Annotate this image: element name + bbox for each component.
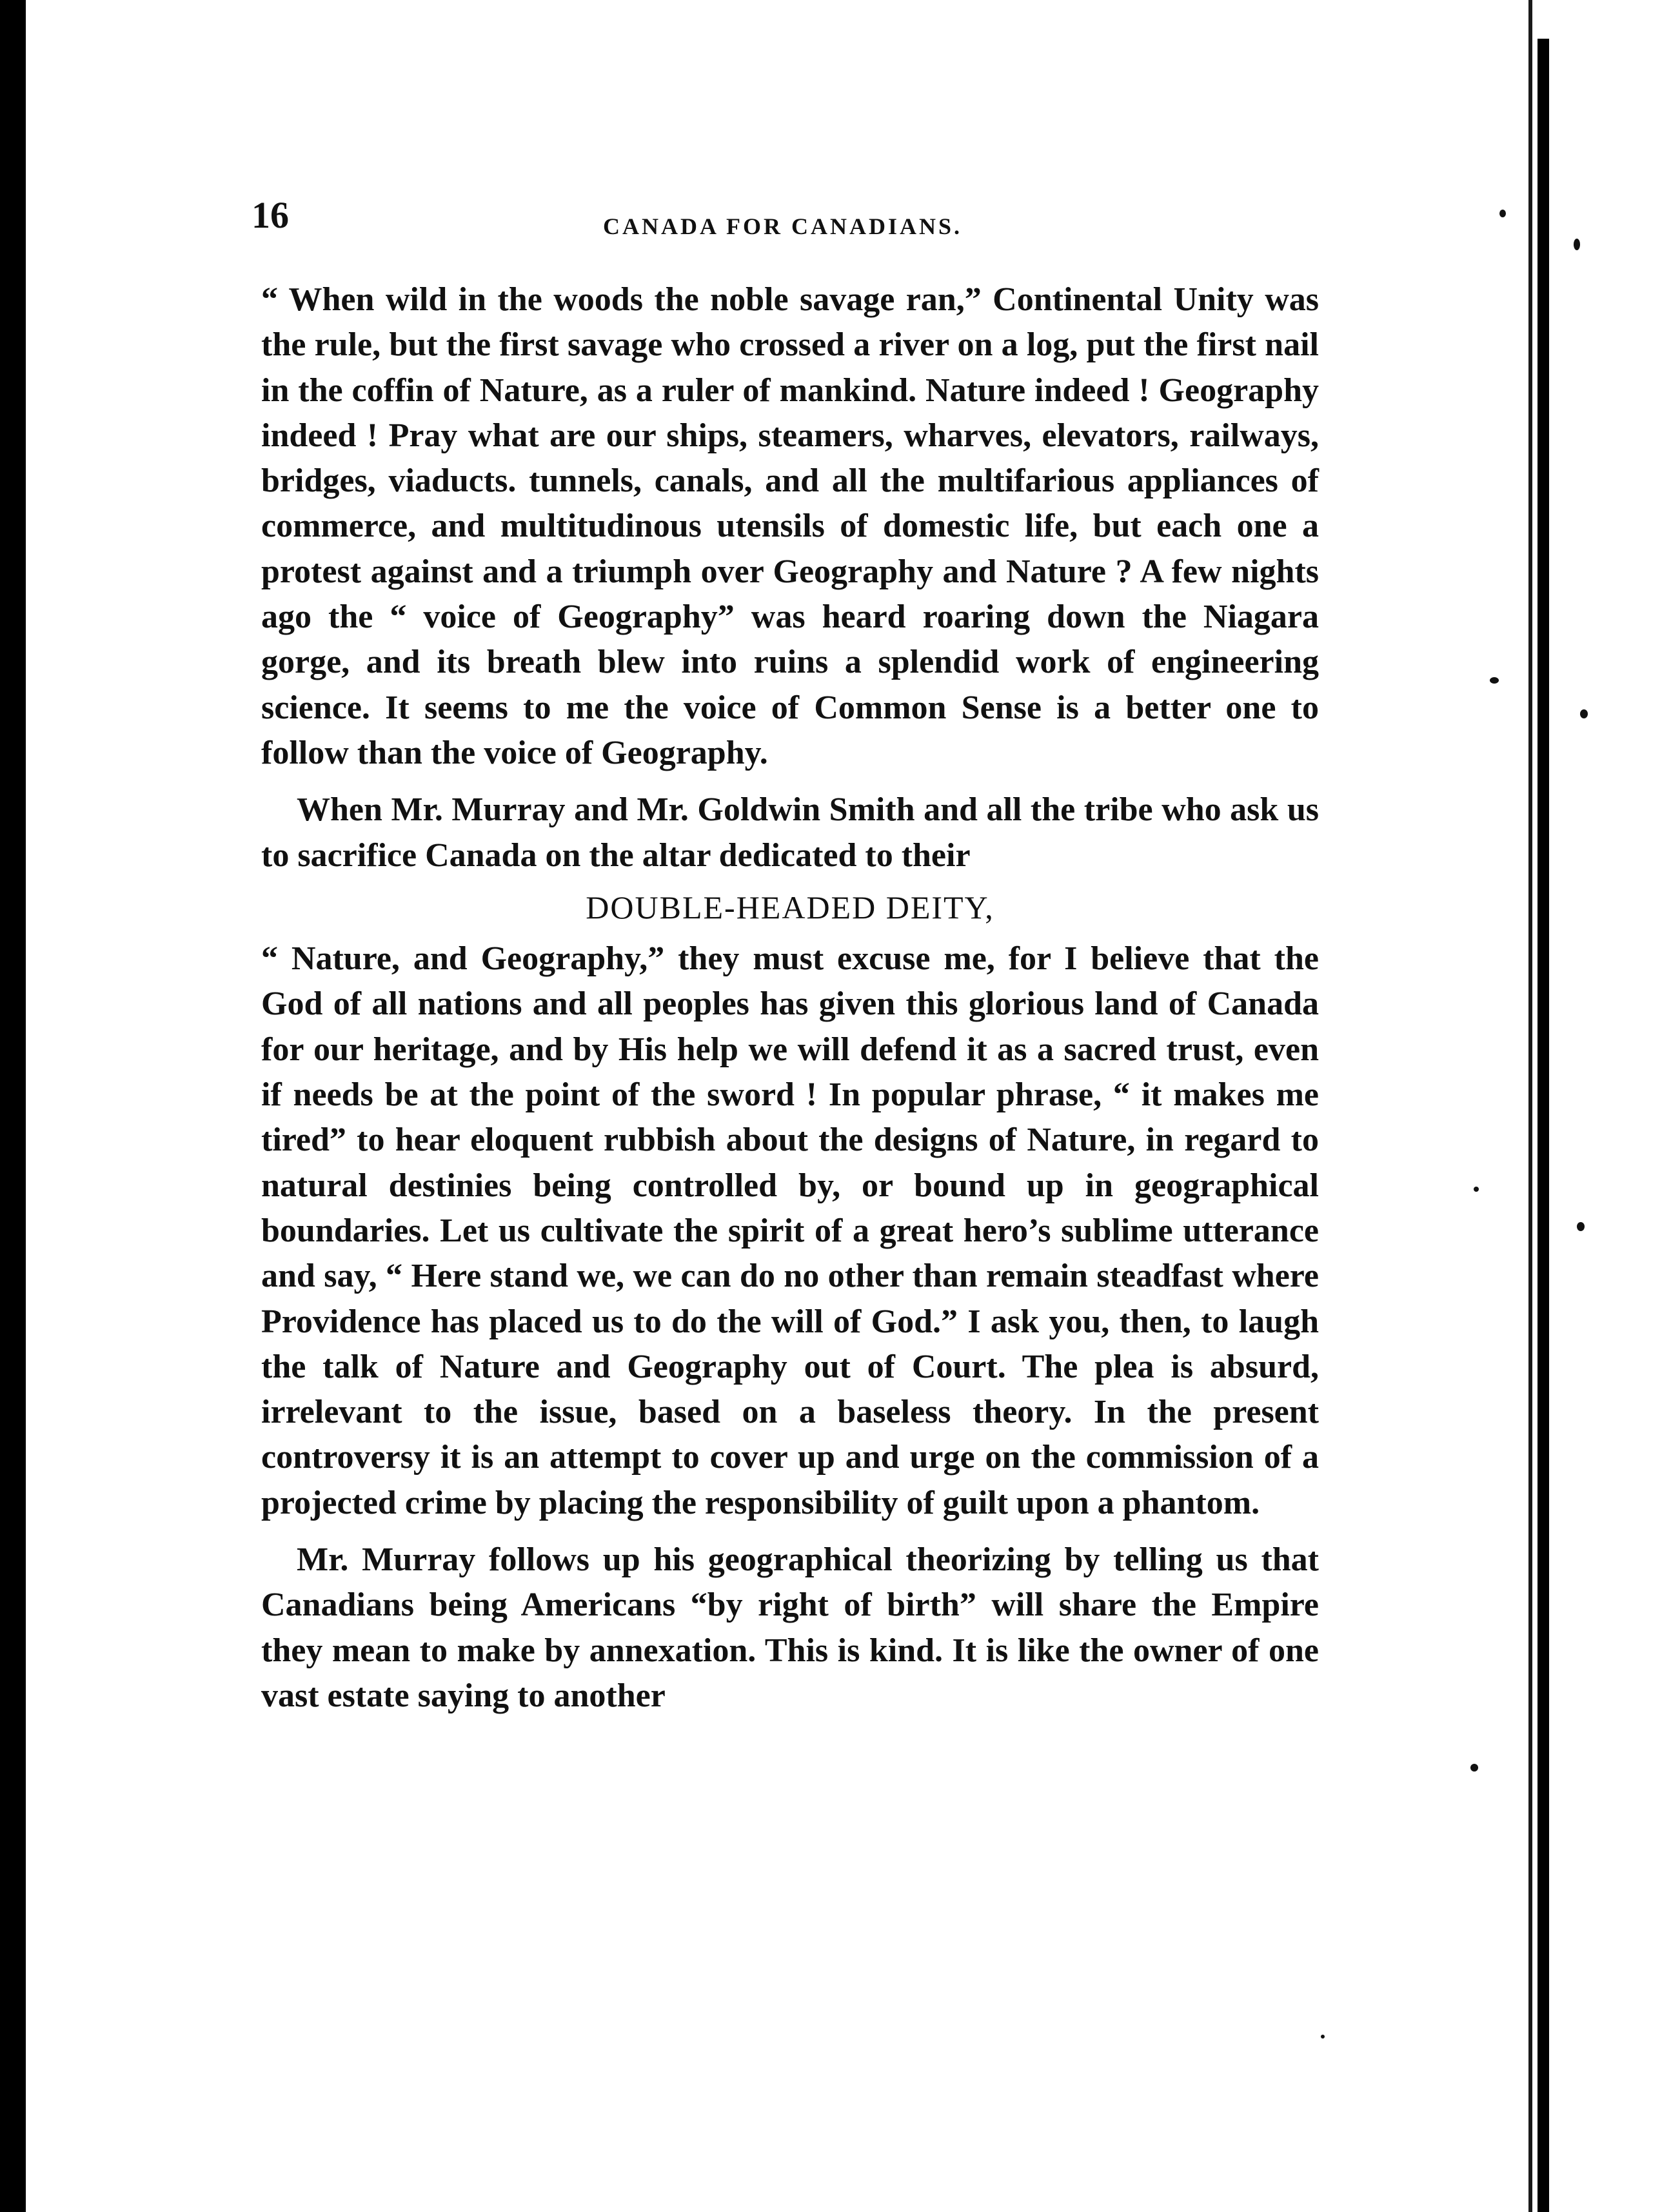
section-heading: DOUBLE-HEADED DEITY, xyxy=(586,889,994,925)
paragraph: “ When wild in the woods the noble savage ran,” Continental Unity was the rule, but the first savage who crossed a river on a log, put the first nail in the coffin of Nature, as a ruler of mankind. Nature indeed ! Geography indeed ! Pray what are our ships, steamers, wharves, elevators, railways, bridges, viaducts. tunnels, canals, and all the multifarious appliances of commerce, and multitudinous utensils of domestic life, but each one a protest against and a triumph over Geography and Nature ? A few nights ago the “ voice of Geography” was heard roaring down the Niagara gorge, and its breath blew into ruins a splendid work of engineering science. It seems to me the voice of Common Sense is a better one to follow than the voice of Geography. xyxy=(261,281,1319,771)
scan-speck xyxy=(1470,1764,1478,1772)
scan-speck xyxy=(1474,1187,1479,1192)
scan-speck xyxy=(1574,239,1580,250)
scan-speck xyxy=(1490,677,1499,684)
scan-speck xyxy=(1499,210,1506,217)
running-head: CANADA FOR CANADIANS. xyxy=(603,213,963,239)
facing-page-edge xyxy=(1535,0,1671,2212)
scan-speck xyxy=(1321,2035,1325,2039)
binding-edge xyxy=(1538,39,1549,2212)
paragraph: Mr. Murray follows up his geographical theorizing by telling us that Canadians being Americans “by right of birth” will share the Empire they mean to make by annexation. This is kind. It is like the owner of one vast estate saying to another xyxy=(261,1541,1319,1714)
page-header xyxy=(252,193,1319,252)
paragraph: When Mr. Murray and Mr. Goldwin Smith and all the tribe who ask us to sacrifice Canada on the altar dedicated to their xyxy=(261,791,1319,874)
page-gutter-shadow xyxy=(1528,0,1532,2212)
page-number: 16 xyxy=(252,194,289,236)
paragraph: “ Nature, and Geography,” they must excuse me, for I believe that the God of all nations and all peoples has given this glorious land of Canada for our heritage, and by His help we will defend it as a sacred trust, even if needs be at the point of the sword ! In popular phrase, “ it makes me tired” to hear eloquent rubbish about the designs of Nature, in regard to natural destinies being controlled by, or bound up in geographical boundaries. Let us cultivate the spirit of a great hero’s sublime utterance and say, “ Here stand we, we can do no other than remain steadfast where Providence has placed us to do the will of God.” I ask you, then, to laugh the talk of Nature and Geography out of Court. The plea is absurd, irrelevant to the issue, based on a baseless theory. In the present controversy it is an attempt to cover up and urge on the commission of a projected crime by placing the responsibility of guilt upon a phantom. xyxy=(261,940,1319,1521)
scan-speck xyxy=(1580,709,1588,718)
scan-speck xyxy=(1577,1222,1585,1231)
body-text xyxy=(261,277,1319,1719)
